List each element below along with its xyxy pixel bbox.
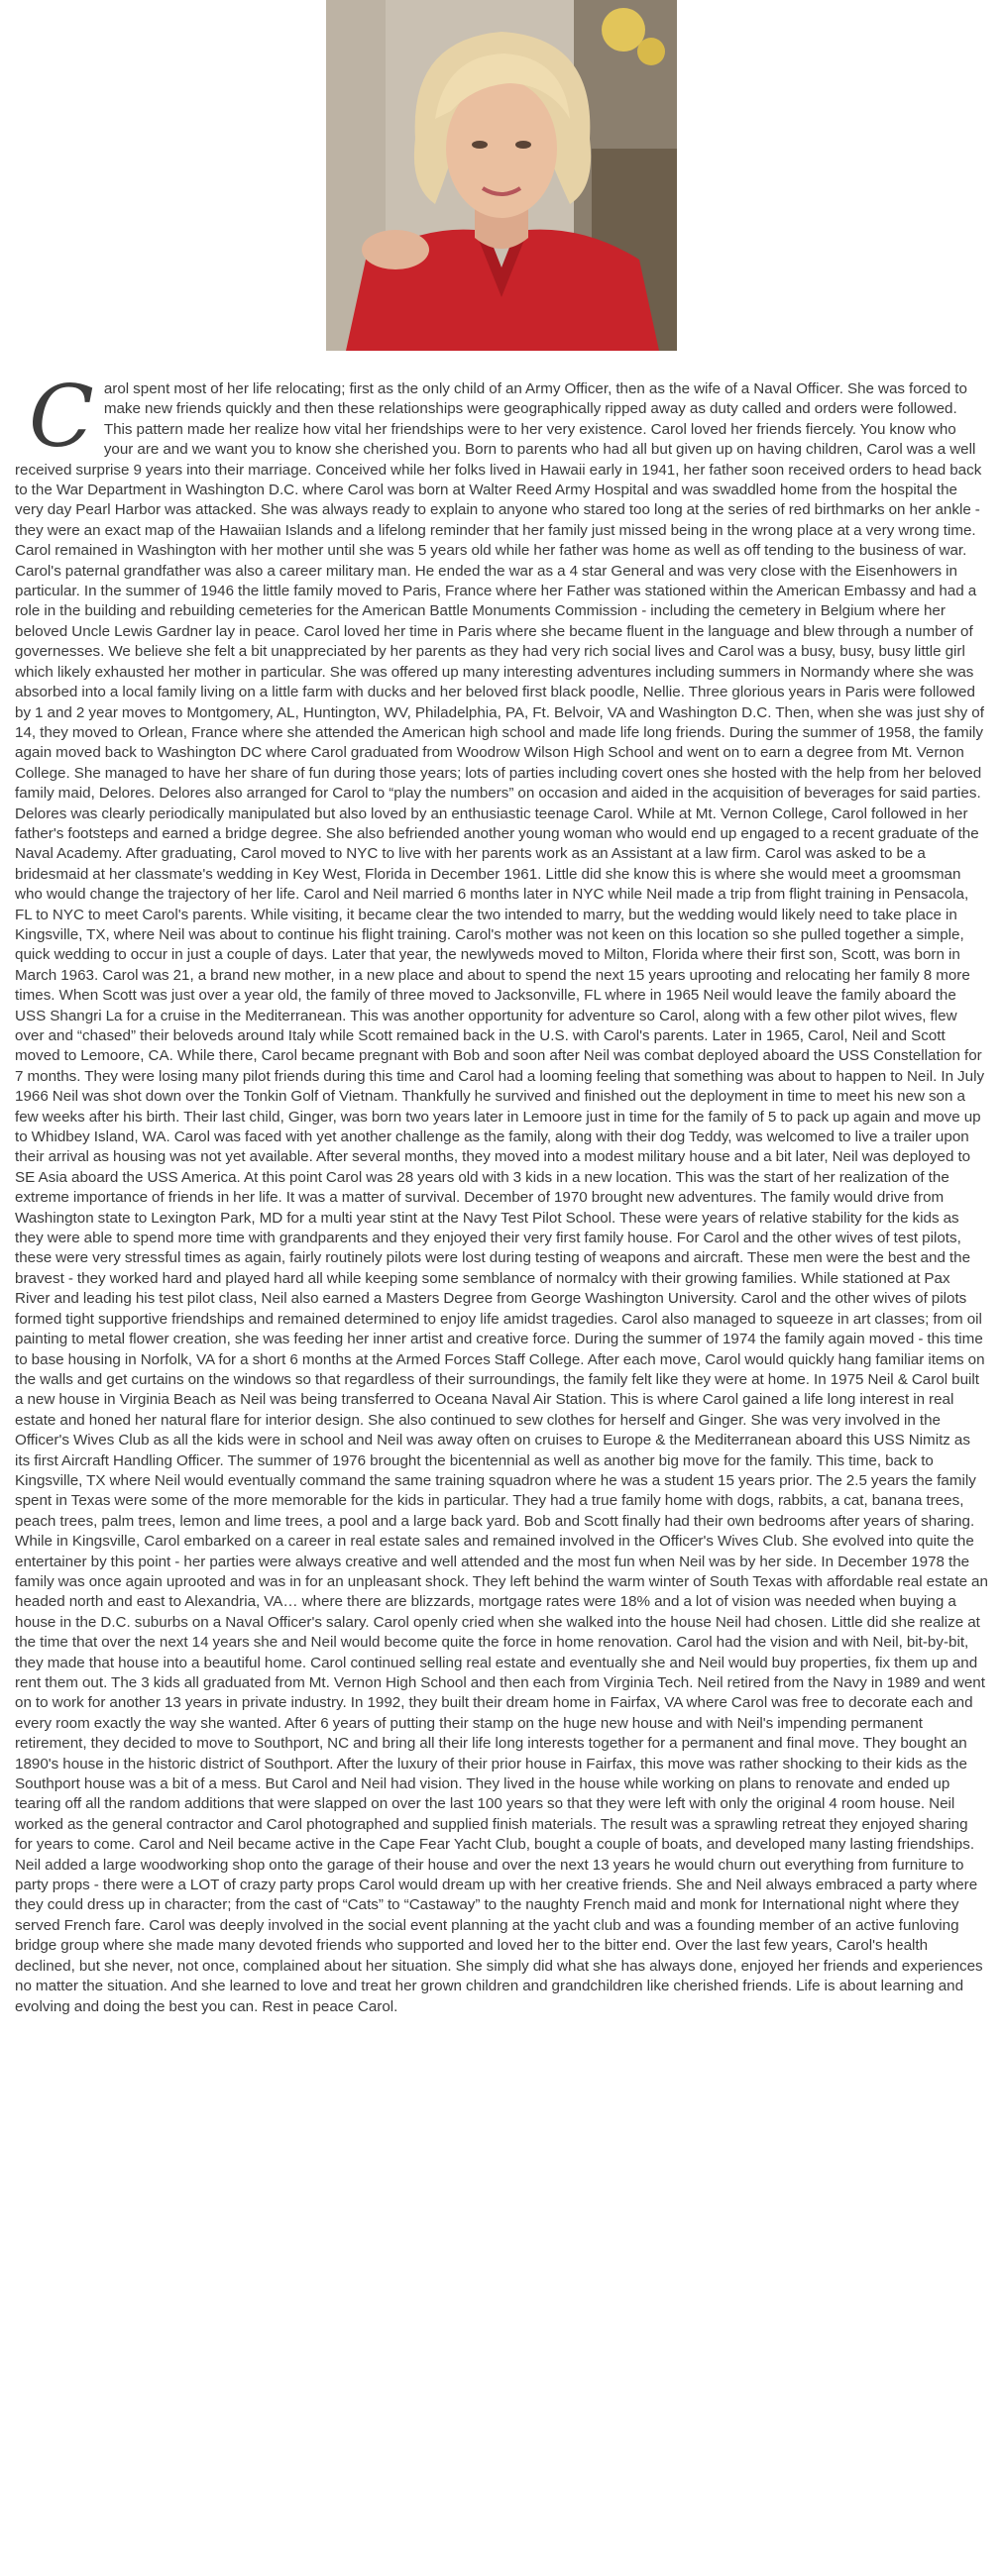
obituary-text [15,368,988,2017]
obituary-body: arol spent most of her life relocating; first as the only child of an Army Officer, then as the wife of a Naval Officer. She was forced to make new friends quickly and then these relationships were geographically ripped away as duty called and orders were followed. This pattern made her realize how vital her friendships were to her very existence. Carol loved her friends fiercely. You know who your are and we want you to know she cherished you. Born to parents who had all but given up on having children, Carol was a well received surprise 9 years into their marriage. Conceived while her folks lived in Hawaii early in 1941, her father soon received orders to head back to the War Department in Washington D.C. where Carol was born at Walter Reed Army Hospital and was swaddled home from the hospital the very day Pearl Harbor was attacked. She was always ready to explain to anyone who stared too long at the series of red birthmarks on her ankle - they were an exact map of the Hawaiian Islands and a lifelong reminder that her family just missed being in the wrong place at a very wrong time. Carol remained in Washington with her mother until she was 5 years old while her father was home as well as off tending to the business of war. Carol's paternal grandfather was also a career military man. He ended the war as a 4 star General and was very close with the Eisenhowers in particular. In the summer of 1946 the little family moved to Paris, France where her Father was stationed within the American Embassy and had a role in the building and rebuilding cemeteries for the American Battle Monuments Commission - including the cemetery in Belgium where her beloved Uncle Lewis Gardner lay in peace. Carol loved her time in Paris where she became fluent in the language and blew through a number of governesses. We believe she felt a bit unappreciated by her parents as they had very rich social lives and Carol was a busy, busy, busy little girl which likely exhausted her mother in particular. She was offered up many interesting adventures including summers in Normandy where she was absorbed into a local family living on a little farm with ducks and her beloved first black poodle, Nellie. Three glorious years in Paris were followed by 1 and 2 year moves to Montgomery, AL, Huntington, WV, Philadelphia, PA, Ft. Belvoir, VA and Washington D.C. Then, when she was just shy of 14, they moved to Orlean, France where she attended the American high school and made life long friends. During the summer of 1958, the family again moved back to Washington DC where Carol graduated from Woodrow Wilson High School and went on to earn a degree from Mt. Vernon College. She managed to have her share of fun during those years; lots of parties including covert ones she hosted with the help from her beloved family maid, Delores. Delores also arranged for Carol to “play the numbers” on occasion and aided in the acquisition of beverages for said parties. Delores was clearly periodically manipulated but also loved by an enthusiastic teenage Carol. While at Mt. Vernon College, Carol followed in her father's footsteps and earned a bridge degree. She also befriended another young woman who would end up engaged to a recent graduate of the Naval Academy. After graduating, Carol moved to NYC to live with her parents work as an Assistant at a law firm. Carol was asked to be a bridesmaid at her classmate's wedding in Key West, Florida in December 1961. Little did she know this is where she would meet a groomsman who would change the trajectory of her life. Carol and Neil married 6 months later in NYC while Neil made a trip from flight training in Pensacola, FL to NYC to meet Carol's parents. While visiting, it became clear the two intended to marry, but the wedding would likely need to take place in Kingsville, TX, where Neil was about to continue his flight training. Carol's mother was not keen on this location so she pulled together a simple, quick wedding to occur in just a couple of days. Later that year, the newlyweds moved to Milton, Florida where their first son, Scott, was born in March 1963. Carol was 21, a brand new mother, in a new place and about to spend the next 15 years uprooting and relocating her family 8 more times. When Scott was just over a year old, the family of three moved to Jacksonville, FL where in 1965 Neil would leave the family aboard the USS Shangri La for a cruise in the Mediterranean. This was another opportunity for adventure so Carol, along with a few other pilot wives, flew over and “chased” their beloveds around Italy while Scott remained back in the U.S. with Carol's parents. Later in 1965, Carol, Neil and Scott moved to Lemoore, CA. While there, Carol became pregnant with Bob and soon after Neil was combat deployed aboard the USS Constellation for 7 months. They were losing many pilot friends during this time and Carol had a looming feeling that something was about to happen to Neil. In July 1966 Neil was shot down over the Tonkin Golf of Vietnam. Thankfully he survived and finished out the deployment in time to meet his new son a few weeks after his birth. Their last child, Ginger, was born two years later in Lemoore just in time for the family of 5 to pack up again and move up to Whidbey Island, WA. Carol was faced with yet another challenge as the family, along with their dog Teddy, was welcomed to live a trailer upon their arrival as housing was not yet available. After several months, they moved into a modest military house and a bit later, Neil was deployed to SE Asia aboard the USS America. At this point Carol was 28 years old with 3 kids in a new location. This was the start of her realization of the extreme importance of friends in her life. It was a matter of survival. December of 1970 brought new adventures. The family would drive from Washington state to Lexington Park, MD for a multi year stint at the Navy Test Pilot School. These were years of relative stability for the kids as they were able to spend more time with grandparents and they enjoyed their very first family house. For Carol and the other wives of test pilots, these were very stressful times as again, fairly routinely pilots were lost during testing of weapons and aircraft. These men were the best and the bravest - they worked hard and played hard all while keeping some semblance of normalcy with their growing families. While stationed at Pax River and leading his test pilot class, Neil also earned a Masters Degree from George Washington University. Carol and the other wives of pilots formed tight supportive friendships and remained determined to enjoy life amidst tragedies. Carol also managed to squeeze in art classes; from oil painting to metal flower creation, she was feeding her inner artist and creative force. During the summer of 1974 the family again moved - this time to base housing in Norfolk, VA for a short 6 months at the Armed Forces Staff College. After each move, Carol would quickly hang familiar items on the walls and get curtains on the windows so that regardless of their surroundings, the family felt like they were at home. In 1975 Neil & Carol built a new house in Virginia Beach as Neil was being transferred to Oceana Naval Air Station. This is where Carol gained a life long interest in real estate and honed her natural flare for interior design. She also continued to sew clothes for herself and Ginger. She was very involved in the Officer's Wives Club as all the kids were in school and Neil was away often on cruises to Europe & the Mediterranean aboard this USS Nimitz as its first Aircraft Handling Officer. The summer of 1976 brought the bicentennial as well as another big move for the family. This time, back to Kingsville, TX where Neil would eventually command the same training squadron where he was a student 15 years prior. The 2.5 years the family spent in Texas were some of the more memorable for the kids in particular. They had a true family home with dogs, rabbits, a cat, banana trees, peach trees, palm trees, lemon and lime trees, a pool and a large back yard. Bob and Scott finally had their own bedrooms after years of sharing. While in Kingsville, Carol embarked on a career in real estate sales and remained involved in the Officer's Wives Club. She evolved into quite the entertainer by this point - her parties were always creative and well attended and the most fun when Neil was by her side. In December 1978 the family was once again uprooted and was in for an unpleasant shock. They left behind the warm winter of South Texas with affordable real estate an headed north and east to Alexandria, VA… where there are blizzards, mortgage rates were 18% and a lot of vision was needed when buying a house in the D.C. suburbs on a Naval Officer's salary. Carol openly cried when she walked into the house Neil had chosen. Little did she realize at the time that over the next 14 years she and Neil would become quite the force in home renovation. Carol had the vision and with Neil, bit-by-bit, they made that house into a beautiful home. Carol continued selling real estate and eventually she and Neil would buy properties, fix them up and rent them out. The 3 kids all graduated from Mt. Vernon High School and then each from Virginia Tech. Neil retired from the Navy in 1989 and went on to work for another 13 years in private industry. In 1992, they built their dream home in Fairfax, VA where Carol was free to decorate each and every room exactly the way she wanted. After 6 years of putting their stamp on the huge new house and with Neil's impending permanent retirement, they decided to move to Southport, NC and bring all their life long interests together for a permanent and final move. They bought an 1890's house in the historic district of Southport. After the luxury of their prior house in Fairfax, this move was rather shocking to their kids as the Southport house was a bit of a mess. But Carol and Neil had vision. They lived in the house while working on plans to renovate and ended up tearing off all the random additions that were slapped on over the last 100 years so that they were left with only the original 4 room house. Neil worked as the general contractor and Carol photographed and supplied finish materials. The result was a sprawling retreat they enjoyed sharing for years to come. Carol and Neil became active in the Cape Fear Yacht Club, bought a couple of boats, and developed many lasting friendships. Neil added a large woodworking shop onto the garage of their house and over the next 13 years he would churn out everything from furniture to party props - there were a LOT of crazy party props Carol would dream up with her creative friends. She and Neil always embraced a party where they could dress up in character; from the cast of “Cats” to “Castaway” to the naughty French maid and monk for International night where they served French fare. Carol was deeply involved in the social event planning at the yacht club and was a founding member of an active funloving bridge group where she made many devoted friends who supported and loved her to the bitter end. Over the last few years, Carol's health declined, but she never, not once, complained about her situation. She simply did what she has always done, enjoyed her friends and experiences no matter the situation. And she learned to love and treat her grown children and grandchildren like cherished friends. Life is about learning and evolving and doing the best you can. Rest in peace Carol. [15,380,988,2015]
drop-cap: C [29,368,94,467]
portrait-photo [326,0,677,351]
portrait-illustration [326,0,677,351]
